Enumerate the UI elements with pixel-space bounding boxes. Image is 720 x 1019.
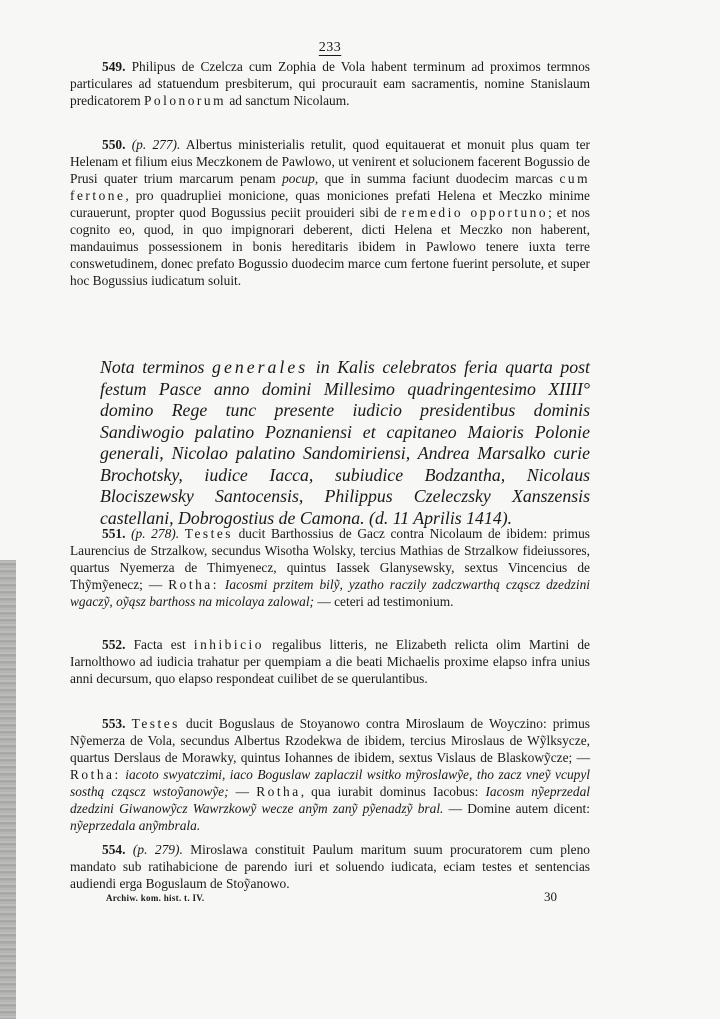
entry-text: — ceteri ad testimonium. — [314, 594, 454, 609]
entry-text: Philipus de Czelcza cum Zophia de Vola habent terminum ad proximos termnos particulares ad statuendum presbiterum, qui procurauit eam sacramentis, nomine Stanislaum predicatorem — [70, 59, 590, 108]
footer-source: Archiw. kom. hist. t. IV. — [106, 893, 205, 903]
entry-number: 550. — [102, 137, 126, 152]
entry-text: Albertus ministerialis retulit, quod equitauerat et monuit plus quam ter Helenam et filium eius Meczkonem de Pawlowo, ut venirent et solucionem facerent Bogussio de Prusi quater trium marcarum penam — [70, 137, 590, 186]
entry-text: Miroslawa constituit Paulum maritum suum procuratorem cum pleno mandato sub ratihabicione de parendo iuri et soluendo iudicata, eciam testes et sentencias audiendi erga Boguslaum de Stoỹanowo. — [70, 842, 590, 891]
spaced-word: remedio opportuno — [401, 205, 549, 220]
entry-text: ; et nos cognito eo, quod, in quo impignorari deberent, dicti Helena et Meczko non haberent, mandauimus possessionem in bonis hereditaris ibidem in Pawlowo tenere iuxta terre conswetudinem, donec prefato Bogussio duodecim marce cum fertone fuerint persolute, et super hoc Bogussius iudicatum soluit. — [70, 205, 590, 288]
page-reference: (p. 278). — [131, 526, 180, 541]
polish-oath-text: Iacosm nỹeprzedal dzedzini Giwanowỹcz Wawrzkowỹ wecze anỹm zanỹ pỹenadzỹ bral. — [70, 784, 590, 816]
page-reference: (p. 277). — [131, 137, 181, 152]
entry-text: — — [228, 784, 257, 799]
entry-text: , que in summa faciunt duodecim marcas — [314, 171, 560, 186]
polish-oath-text: Iacosmi przitem bilỹ, yzatho raczily zadczwarthą cząscz dzedzini wgaczỹ, oỹąsz barthoss na micolaya zalowal; — [70, 577, 590, 609]
entry-text: ad sanctum Nicolaum. — [226, 93, 350, 108]
spaced-word: Testes — [184, 526, 233, 541]
entry-text: , pro quadrupliei monicione, quas moniciones prefati Helena et Meczko minime curauerunt, propter quod Bogussius peciit prouideri sibi de — [70, 188, 590, 220]
entry-551 — [70, 525, 590, 610]
entry-text: ducit Barthossius de Gacz contra Nicolaum de ibidem: primus Laurencius de Strzalkow, secundus Wisotha Wolsky, tercius Mathias de Strzalkow fideiussores, quartus Nyemerza de Thimyenecz, quintus Iassek Glanysewsky, sextus Vincencius de Thỹmỹenecz; — — [70, 526, 590, 592]
page-reference: (p. 279). — [132, 842, 183, 857]
entry-text: ducit Boguslaus de Stoyanowo contra Miroslaum de Woyczino: primus Nỹemerza de Vola, secundus Albertus Rzodekwa de ibidem, tercius Miroslaus de Wỹlksycze, quartus Derslaus de Morawky, quintus Iohannes de ibidem, sextus Vislaus de Blaskowỹcze; — — [70, 716, 590, 765]
entry-text: regalibus litteris, ne Elizabeth relicta olim Martini de Iarnolthowo ad iudicia trahatur per quempiam a die beati Michaelis proxime elapso infra unius anni decursum, quo elapso respondeat cuilibet de se querulantibus. — [70, 637, 591, 686]
spaced-word: Polonorum — [143, 93, 227, 108]
nota-heading — [100, 357, 590, 529]
spaced-word: inhibicio — [193, 637, 264, 652]
entry-number: 554. — [102, 842, 126, 857]
polish-oath-text: iacoto swyatczimi, iaco Boguslaw zaplaczil wsitko mỹroslawỹe, tho zacz vneỹ vcupyl sosthą cząscz wstoỹanowỹe; — [70, 767, 590, 799]
entry-554 — [70, 841, 590, 892]
entry-552 — [70, 636, 590, 687]
nota-text: in Kalis celebratos feria quarta post festum Pasce anno domini Millesimo quadringentesimo XIIII° domino Rege tunc presente iudicio presidentibus dominis Sandiwogio palatino Poznaniensi et capitaneo Maioris Polonie generali, Nicolao palatino Sandomiriensi, Andrea Marsalko curie Brochotsky, iudice Iacca, subiudice Bodzantha, Nicolaus Blociszewsky Santocensis, Philippus Czeleczsky Xanszensis castellani, Dobrogostius de Camona. (d. 11 Aprilis 1414). — [100, 357, 590, 528]
footer-signature: 30 — [544, 889, 557, 904]
entry-number: 551. — [102, 526, 126, 541]
spaced-word: Testes — [131, 716, 180, 731]
spaced-word: cum fertone — [70, 171, 590, 203]
entry-553 — [70, 715, 590, 834]
page-number: 233 — [318, 40, 342, 55]
spaced-word: Rotha: — [70, 767, 121, 782]
spaced-word: generales — [212, 357, 309, 377]
italic-term: pocup — [282, 171, 315, 186]
entry-number: 553. — [102, 716, 126, 731]
entry-text: — Domine autem dicent: — [443, 801, 590, 816]
scan-margin-edge — [0, 560, 16, 1019]
entry-text: Facta est — [125, 637, 194, 652]
spaced-word: Rotha: — [168, 577, 219, 592]
entry-549 — [70, 58, 590, 109]
spaced-word: Rotha — [256, 784, 301, 799]
entry-number: 552. — [102, 637, 126, 652]
entry-number: 549. — [102, 59, 126, 74]
polish-oath-text: nỹeprzedala anỹmbrala. — [70, 818, 201, 833]
nota-text: Nota terminos — [100, 357, 213, 377]
entry-text: , qua iurabit dominus Iacobus: — [300, 784, 486, 799]
entry-550 — [70, 136, 590, 289]
